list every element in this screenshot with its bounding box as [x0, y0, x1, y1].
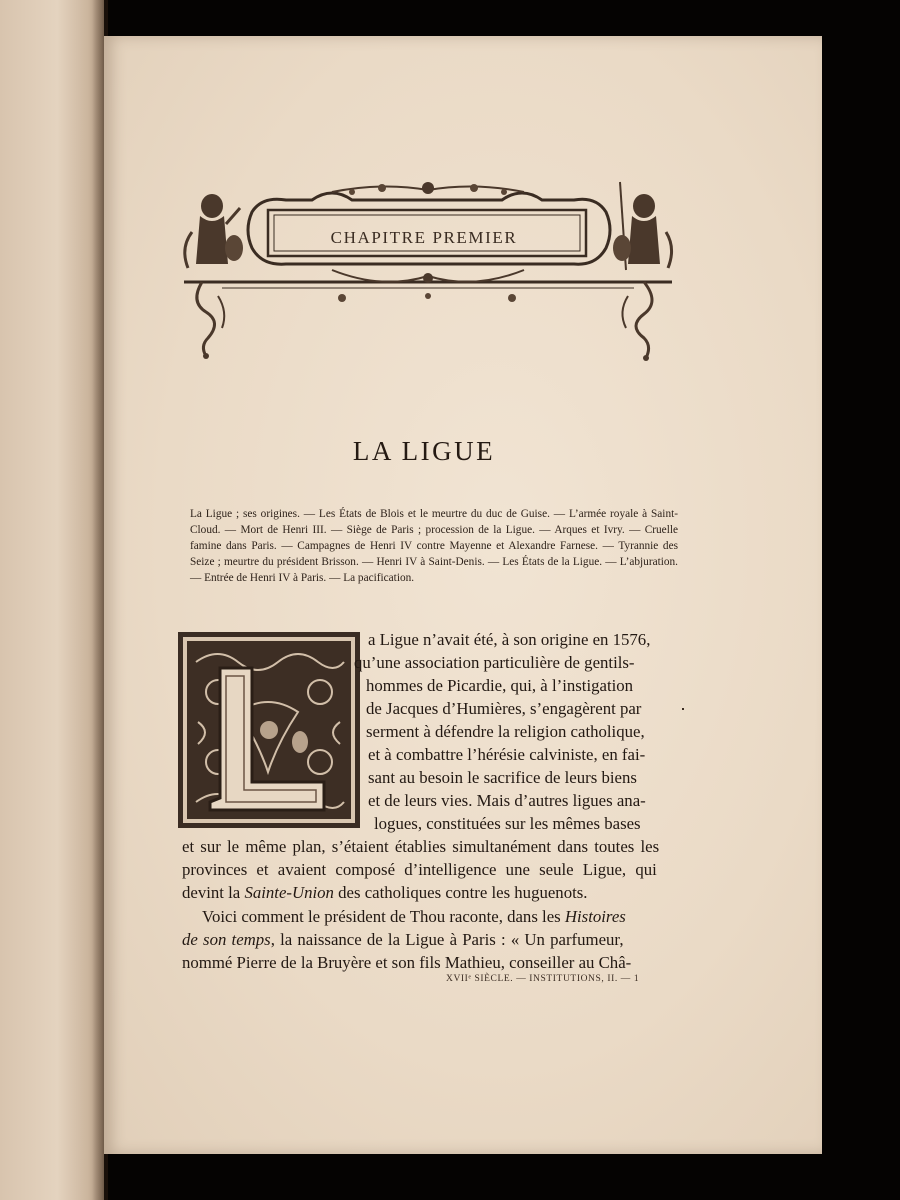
chapter-title: LA LIGUE	[352, 436, 496, 466]
chapter-summary: La Ligue ; ses origines. — Les États de Blois et le meurtre du duc de Guise. — L’armée royale à Saint-Cloud. — Mort de Henri III. — Siège de Paris ; procession de la Ligue. — Arques et Ivry. — Cruelle famine dans Paris. — Campagnes de Henri IV contre Mayenne et Alexandre Farnese. — Tyrannie des Seize ; meurtre du président Brisson. — Henri IV à Saint-Denis. — Les États de la Ligue. — L’abjuration. — Entrée de Henri IV à Paris. — La pacification.	[190, 508, 678, 584]
body-line: logues, constituées sur les mêmes bases	[374, 814, 641, 833]
body-line: Voici comment le président de Thou raconte, dans les Histoires	[202, 907, 626, 926]
chapter-label: CHAPITRE PREMIER	[330, 228, 518, 247]
book-page	[104, 36, 822, 1154]
body-line: qu’une association particulière de gentils-	[354, 653, 635, 672]
margin-mark	[682, 708, 684, 710]
body-line: et de leurs vies. Mais d’autres ligues ana-	[368, 791, 646, 810]
body-line: de Jacques d’Humières, s’engagèrent par	[366, 699, 642, 718]
signature-line: XVIIᵉ SIÈCLE. — INSTITUTIONS, II. — 1	[446, 974, 640, 984]
facing-page	[0, 0, 104, 1200]
body-line: nommé Pierre de la Bruyère et son fils Mathieu, conseiller au Châ-	[182, 953, 632, 972]
body-line: provinces et avaient composé d’intelligence une seule Ligue, qui	[182, 860, 657, 879]
body-line: hommes de Picardie, qui, à l’instigation	[366, 676, 634, 695]
body-text	[104, 36, 822, 1154]
body-line: serment à défendre la religion catholique,	[366, 722, 645, 741]
body-line: et à combattre l’hérésie calviniste, en fai-	[368, 745, 646, 764]
body-line: et sur le même plan, s’étaient établies simultanément dans toutes les	[182, 837, 660, 856]
body-line: de son temps, la naissance de la Ligue à Paris : « Un parfumeur,	[182, 930, 624, 949]
body-line: sant au besoin le sacrifice de leurs biens	[368, 768, 637, 787]
body-line: devint la Sainte-Union des catholiques contre les huguenots.	[182, 883, 588, 902]
body-line: a Ligue n’avait été, à son origine en 1576,	[368, 630, 651, 649]
